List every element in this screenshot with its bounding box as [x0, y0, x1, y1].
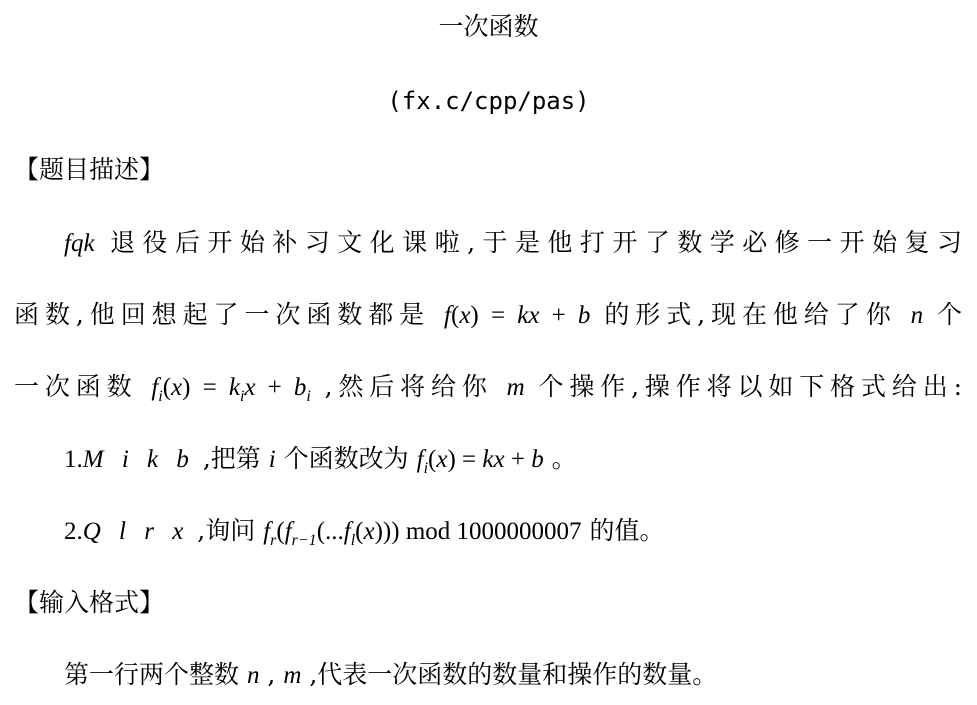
function-formula-general: f(x) = kx + b [444, 302, 591, 329]
operation-1-text-a: ,把第 [202, 444, 261, 473]
description-line-3-text-b: ,然后将给你 [324, 372, 493, 401]
description-line-2-text-c: 个 [936, 300, 962, 329]
input-text-a: 第一行两个整数 [64, 660, 240, 689]
author-name: fqk [64, 230, 95, 257]
description-line-3-text-c: 个操作,操作将以如下格式给出: [538, 372, 963, 401]
operation-1-text-b: 个函数改为 [283, 444, 409, 473]
input-text-b: ,代表一次函数的数量和操作的数量。 [309, 660, 718, 689]
operation-2-text-b: 的值。 [589, 516, 665, 545]
description-line-2-text-a: 函数,他回想起了一次函数都是 [14, 300, 431, 329]
operation-2-formula: $f_r(f_{r-1}(...f_l(x)))$ mod 1000000007 [263, 518, 582, 549]
section-heading-input: 【输入格式】 [14, 588, 165, 617]
input-var-n: n [246, 662, 260, 689]
operation-1 [64, 444, 577, 484]
file-names: (fx.c/cpp/pas) [387, 87, 590, 115]
operation-1-formula: $f_i(x)$ = kx + b [416, 446, 544, 477]
section-heading-description: 【题目描述】 [14, 155, 165, 184]
operation-2 [64, 516, 665, 556]
description-line-1-text: 退役后开始补习文化课啦,于是他打开了数学必修一开始复习 [109, 228, 963, 257]
operation-2-text-a: ,询问 [197, 516, 256, 545]
variable-n: n [910, 302, 924, 329]
operation-2-prefix: 2. [64, 518, 83, 545]
variable-m: m [506, 374, 525, 401]
input-line-1 [64, 660, 717, 691]
input-var-m: m [283, 662, 302, 689]
operation-2-code: Q l r x [82, 518, 190, 545]
operation-1-var: i [268, 446, 276, 473]
description-line-3 [14, 372, 962, 412]
description-line-2 [14, 300, 962, 331]
page-title: 一次函数 [438, 12, 539, 41]
description-line-1 [64, 228, 962, 259]
operation-1-text-c: 。 [551, 444, 577, 473]
input-sep: , [267, 660, 276, 689]
operation-1-prefix: 1. [64, 446, 83, 473]
operation-1-code: M i k b [82, 446, 195, 473]
description-line-3-text-a: 一次函数 [14, 372, 138, 401]
description-line-2-text-b: 的形式,现在他给了你 [604, 300, 897, 329]
function-formula-indexed: $f_i(x) = k_ix + b_i$ [151, 374, 311, 405]
